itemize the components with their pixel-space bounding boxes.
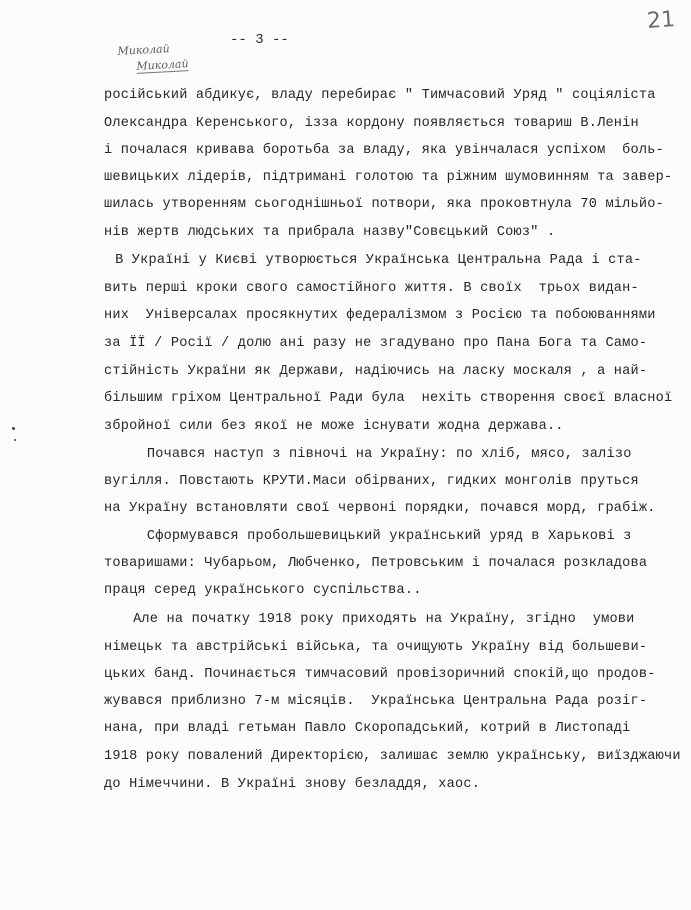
- text-line: В Україні у Києві утворюється Українська Центральна Рада і ста-: [90, 253, 642, 268]
- text-line: за ЇЇ / Росії / долю ані разу не згадувано про Пана Бога та Само-: [104, 336, 648, 351]
- text-line: жувався приблизно 7-м місяців. Українська Центральна Рада розіг-: [104, 694, 648, 709]
- text-line: товаришами: Чубарьом, Любченко, Петровським і почалася розкладова: [104, 556, 648, 571]
- text-line: і почалася кривава боротьба за владу, яка увінчалася успіхом боль-: [104, 143, 664, 158]
- text-line: нів жертв людських та прибрала назву"Совєцький Союз" .: [104, 225, 556, 240]
- text-line: нана, при владі гетьман Павло Скоропадський, котрий в Листопаді: [104, 721, 631, 736]
- text-line: російський абдикує, владу перебирає " Тимчасовий Уряд " соціяліста: [104, 88, 656, 103]
- handwritten-note-line: Миколай: [136, 57, 189, 73]
- handwritten-note-line: Миколай: [117, 42, 171, 58]
- page-number-marker: -- 3 --: [230, 32, 289, 48]
- margin-mark: [12, 427, 15, 430]
- text-line: збройної сили без якої не може існувати жодна держава..: [104, 419, 564, 434]
- text-line: 1918 року повалений Директорією, залишає землю українську, виїзджаючи: [104, 749, 681, 764]
- text-line: стійність України як Держави, надіючись на ласку москаля , а най-: [104, 364, 648, 379]
- text-line: праця серед українського суспільства..: [104, 583, 422, 598]
- handwritten-note: [117, 42, 189, 75]
- text-line: них Універсалах просякнутих федералізмом з Росією та побоюваннями: [104, 308, 656, 323]
- text-line: Але на початку 1918 року приходять на Україну, згідно умови: [108, 612, 635, 627]
- text-line: на Україну встановляти свої червоні порядки, почався морд, грабіж.: [104, 501, 656, 516]
- text-line: шевицьких лідерів, підтримані голотою та ріжним шумовинням та завер-: [104, 170, 673, 185]
- text-line: німецьк та австрійські війська, та очищують Україну від большеви-: [104, 640, 648, 655]
- text-line: цьких банд. Починається тимчасовий провізоричний спокій,що продов-: [104, 667, 656, 682]
- margin-mark: [14, 439, 16, 441]
- text-line: вить перші кроки свого самостійного життя. В своїх трьох видан-: [104, 281, 639, 296]
- text-line: Олександра Керенського, ізза кордону появляється товариш В.Ленін: [104, 116, 639, 131]
- text-line: Сформувався пробольшевицький український уряд в Харькові з: [80, 529, 632, 544]
- text-line: вугілля. Повстають КРУТИ.Маси обірваних, гидких монголів пруться: [104, 474, 639, 489]
- text-line: шилась утворенням сьогоднішньої потвори, яка проковтнула 70 мільйо-: [104, 197, 664, 212]
- text-line: до Німеччини. В Україні знову безладдя, хаос.: [104, 777, 481, 792]
- text-line: Почався наступ з півночі на Україну: по хліб, мясо, залізо: [80, 447, 632, 462]
- text-line: більшим гріхом Центральної Ради була нехіть створення своєї власної: [104, 391, 673, 406]
- folio-number: 21: [646, 7, 676, 34]
